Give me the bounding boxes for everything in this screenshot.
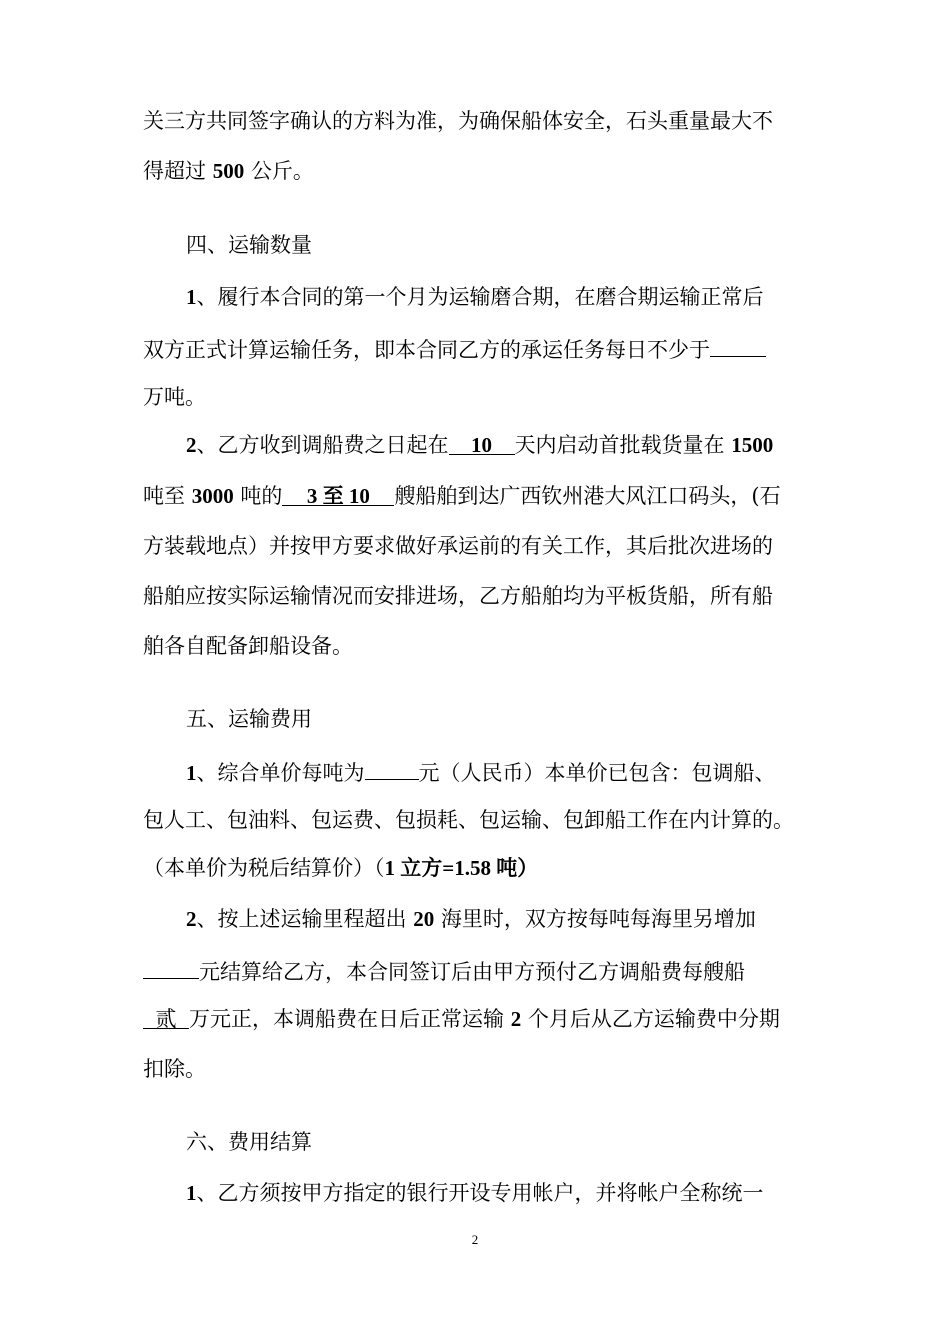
text-line: 包人工、包油料、包运费、包损耗、包运输、包卸船工作在内计算的。 <box>143 808 794 832</box>
filled-field-amount: 贰 <box>143 1004 189 1029</box>
text-line: 得超过 500 公斤。 <box>143 159 314 183</box>
blank-field <box>710 332 766 357</box>
text-line: 吨至 3000 吨的 3 至 10 艘船舶到达广西钦州港大风江口码头，(石 <box>143 481 781 511</box>
text-line: 扣除。 <box>143 1057 206 1081</box>
text-line: 2、乙方收到调船费之日起在 10 天内启动首批载货量在 1500 <box>186 430 773 460</box>
text-line: 双方正式计算运输任务，即本合同乙方的承运任务每日不少于 <box>143 332 766 365</box>
blank-field <box>143 954 199 979</box>
blank-field <box>365 755 419 780</box>
section-heading-4: 四、运输数量 <box>186 233 312 257</box>
section-heading-6: 六、费用结算 <box>186 1130 312 1154</box>
text-line: 关三方共同签字确认的方料为准，为确保船体安全，石头重量最大不 <box>143 109 773 133</box>
text-line: （本单价为税后结算价）（1 立方=1.58 吨） <box>143 856 539 880</box>
page-number: 2 <box>471 1232 479 1247</box>
text-line: 元结算给乙方，本合同签订后由甲方预付乙方调船费每艘船 <box>143 954 745 987</box>
text-line: 1、乙方须按甲方指定的银行开设专用帐户，并将帐户全称统一 <box>186 1181 764 1205</box>
text-line: 舶各自配备卸船设备。 <box>143 634 353 658</box>
section-heading-5: 五、运输费用 <box>186 707 312 731</box>
filled-field-ships: 3 至 10 <box>282 481 394 506</box>
filled-field-days: 10 <box>449 430 515 455</box>
text-line: 1、履行本合同的第一个月为运输磨合期，在磨合期运输正常后 <box>186 285 764 309</box>
text-line: 船舶应按实际运输情况而安排进场，乙方船舶均为平板货船，所有船 <box>143 584 773 608</box>
text-line: 方装载地点）并按甲方要求做好承运前的有关工作，其后批次进场的 <box>143 534 773 558</box>
text-line: 1、综合单价每吨为 元（人民币）本单价已包含：包调船、 <box>186 755 776 788</box>
text-line: 2、按上述运输里程超出 20 海里时，双方按每吨每海里另增加 <box>186 907 756 931</box>
text-line: 贰 万元正，本调船费在日后正常运输 2 个月后从乙方运输费中分期 <box>143 1004 780 1034</box>
text-line: 万吨。 <box>143 385 206 409</box>
